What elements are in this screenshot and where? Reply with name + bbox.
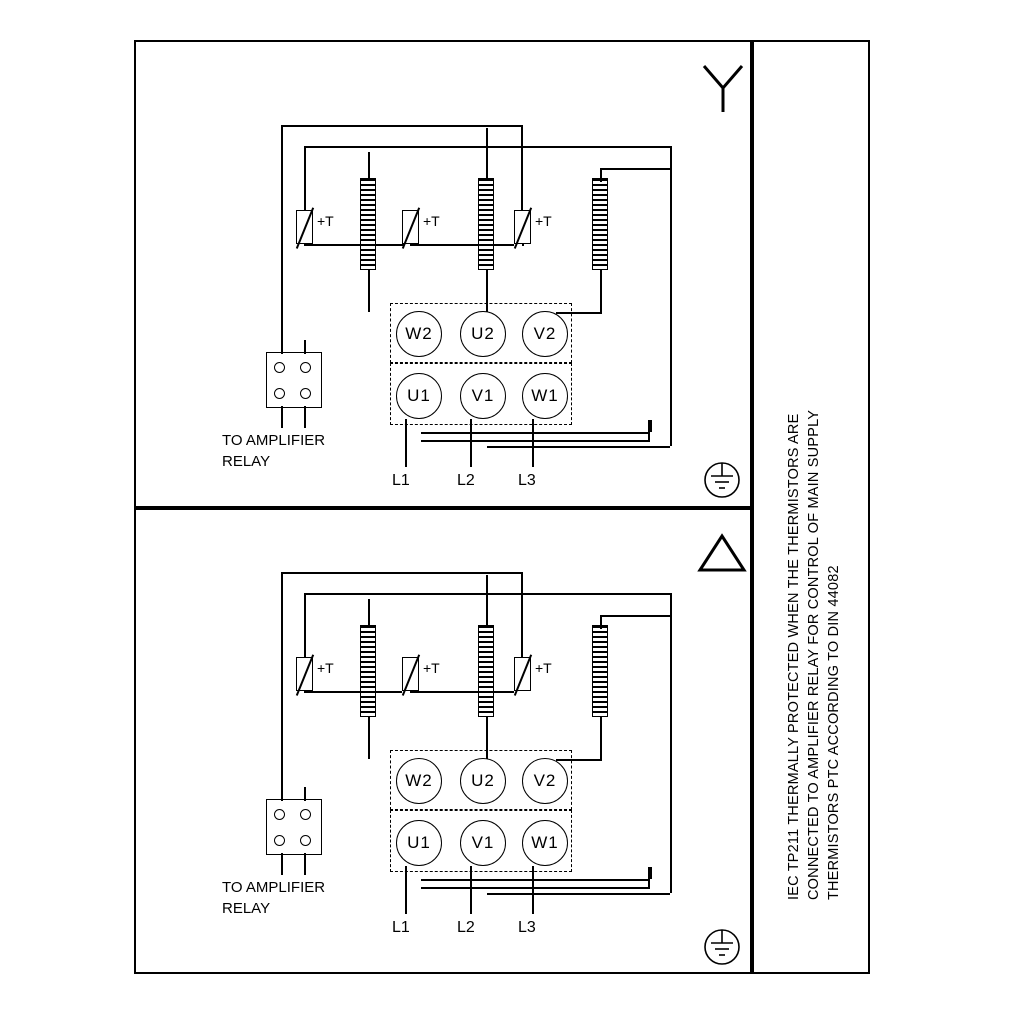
- connector-pin-2-delta: [300, 809, 311, 820]
- terminal-W1[interactable]: W1: [522, 373, 568, 419]
- coil-lead-3: [600, 168, 602, 182]
- amplifier-label-line2: RELAY: [222, 453, 271, 470]
- return-bus-1-v-delta: [650, 867, 652, 879]
- terminal-W2[interactable]: W2: [396, 311, 442, 357]
- thermistor-rail-right-b-delta: [670, 593, 672, 893]
- thermistor-down-1: [402, 244, 404, 246]
- thermistor-3: [514, 210, 531, 244]
- amplifier-label-line1-delta: TO AMPLIFIER: [222, 879, 326, 896]
- coil-bottom-1-delta: [368, 717, 370, 759]
- thermistor-2-label: +T: [423, 213, 440, 229]
- winding-coil-3: [592, 178, 608, 270]
- return-bus-2-v-delta: [648, 867, 650, 889]
- coil-lead-1: [368, 152, 370, 180]
- terminal-V1-delta[interactable]: V1: [460, 820, 506, 866]
- return-bus-1-v: [650, 420, 652, 432]
- note-line-2: CONNECTED TO AMPLIFIER RELAY FOR CONTROL OF MAIN SUPPLY: [806, 409, 822, 900]
- thermistor-1-label: +T: [317, 213, 334, 229]
- return-bus-2: [421, 440, 649, 442]
- thermistor-rail-left-b-delta: [304, 593, 306, 657]
- thermistor-rail-left-a: [281, 125, 283, 360]
- connector-pin-3: [274, 388, 285, 399]
- star-connection-symbol: [696, 60, 750, 116]
- terminal-U2[interactable]: U2: [460, 311, 506, 357]
- thermistor-link-2-delta: [410, 691, 514, 693]
- thermistor-tail-3: [522, 244, 524, 246]
- phase-lead-L1: [405, 419, 407, 467]
- phase-lead-L2-delta: [470, 866, 472, 914]
- connector-lead-left-delta: [281, 787, 283, 801]
- coil-lead-2: [486, 128, 488, 180]
- thermistor-1-delta-label: +T: [317, 660, 334, 676]
- connector-pin-2: [300, 362, 311, 373]
- terminal-V2-delta[interactable]: V2: [522, 758, 568, 804]
- return-bus-2-delta: [421, 887, 649, 889]
- thermistor-rail-top-a: [281, 125, 522, 127]
- terminal-U2-delta[interactable]: U2: [460, 758, 506, 804]
- connector-pin-4: [300, 388, 311, 399]
- terminal-W2-delta[interactable]: W2: [396, 758, 442, 804]
- connector-lead-right-delta: [304, 787, 306, 801]
- thermistor-link-1: [304, 244, 402, 246]
- phase-label-L1: L1: [392, 472, 410, 489]
- coil-lead-3-h: [600, 168, 670, 170]
- thermistor-rail-left-a-delta: [281, 572, 283, 807]
- phase-lead-L3-delta: [532, 866, 534, 914]
- phase-label-L2-delta: L2: [457, 919, 475, 936]
- coil-bottom-3: [600, 270, 602, 312]
- winding-coil-2-delta: [478, 625, 494, 717]
- terminal-V2[interactable]: V2: [522, 311, 568, 357]
- amplifier-label-line1: TO AMPLIFIER: [222, 432, 326, 449]
- thermistor-rail-right-b: [670, 146, 672, 446]
- thermistor-2: [402, 210, 419, 244]
- thermistor-rail-right-a-delta: [521, 572, 523, 657]
- thermistor-link-2: [410, 244, 514, 246]
- connector-lead-left: [281, 340, 283, 354]
- amplifier-label-line2-delta: RELAY: [222, 900, 271, 917]
- thermistor-rail-top-a-delta: [281, 572, 522, 574]
- connector-pin-3-delta: [274, 835, 285, 846]
- connector-out-right-delta: [304, 853, 306, 875]
- winding-coil-3-delta: [592, 625, 608, 717]
- coil-bottom-3-delta: [600, 717, 602, 759]
- coil-lead-3-delta: [600, 615, 602, 629]
- thermistor-2-delta: [402, 657, 419, 691]
- return-bus-1-delta: [421, 879, 650, 881]
- terminal-U1[interactable]: U1: [396, 373, 442, 419]
- thermistor-3-label: +T: [535, 213, 552, 229]
- earth-ground-symbol-star: [698, 458, 746, 504]
- phase-lead-L2: [470, 419, 472, 467]
- phase-label-L3: L3: [518, 472, 536, 489]
- winding-coil-2: [478, 178, 494, 270]
- coil-lead-1-delta: [368, 599, 370, 627]
- terminal-W1-delta[interactable]: W1: [522, 820, 568, 866]
- thermistor-1: [296, 210, 313, 244]
- phase-label-L1-delta: L1: [392, 919, 410, 936]
- return-bus-3-delta: [487, 893, 670, 895]
- note-line-3: THERMISTORS PTC ACCORDING TO DIN 44082: [826, 565, 842, 900]
- earth-ground-symbol-delta: [698, 925, 746, 971]
- winding-coil-1-delta: [360, 625, 376, 717]
- connector-out-left-delta: [281, 853, 283, 875]
- thermistor-3-delta-label: +T: [535, 660, 552, 676]
- connector-out-left: [281, 406, 283, 428]
- terminal-U1-delta[interactable]: U1: [396, 820, 442, 866]
- thermistor-rail-left-b: [304, 146, 306, 210]
- note-line-1: IEC TP211 THERMALLY PROTECTED WHEN THE THERMISTORS ARE: [786, 413, 802, 900]
- connector-pin-1-delta: [274, 809, 285, 820]
- thermistor-3-delta: [514, 657, 531, 691]
- coil-bottom-1: [368, 270, 370, 312]
- phase-lead-L1-delta: [405, 866, 407, 914]
- phase-lead-L3: [532, 419, 534, 467]
- terminal-V1[interactable]: V1: [460, 373, 506, 419]
- winding-coil-1: [360, 178, 376, 270]
- amplifier-connector-block[interactable]: [266, 352, 322, 408]
- return-bus-1: [421, 432, 650, 434]
- connector-pin-1: [274, 362, 285, 373]
- coil-lead-3-h-delta: [600, 615, 670, 617]
- delta-connection-symbol: [694, 530, 750, 576]
- thermistor-2-delta-label: +T: [423, 660, 440, 676]
- phase-label-L2: L2: [457, 472, 475, 489]
- connector-lead-right: [304, 340, 306, 354]
- return-bus-3: [487, 446, 670, 448]
- thermistor-rail-right-a: [521, 125, 523, 210]
- connector-pin-4-delta: [300, 835, 311, 846]
- phase-label-L3-delta: L3: [518, 919, 536, 936]
- amplifier-connector-block-delta[interactable]: [266, 799, 322, 855]
- thermistor-link-1-delta: [304, 691, 402, 693]
- coil-lead-2-delta: [486, 575, 488, 627]
- return-bus-2-v: [648, 420, 650, 442]
- thermistor-1-delta: [296, 657, 313, 691]
- connector-out-right: [304, 406, 306, 428]
